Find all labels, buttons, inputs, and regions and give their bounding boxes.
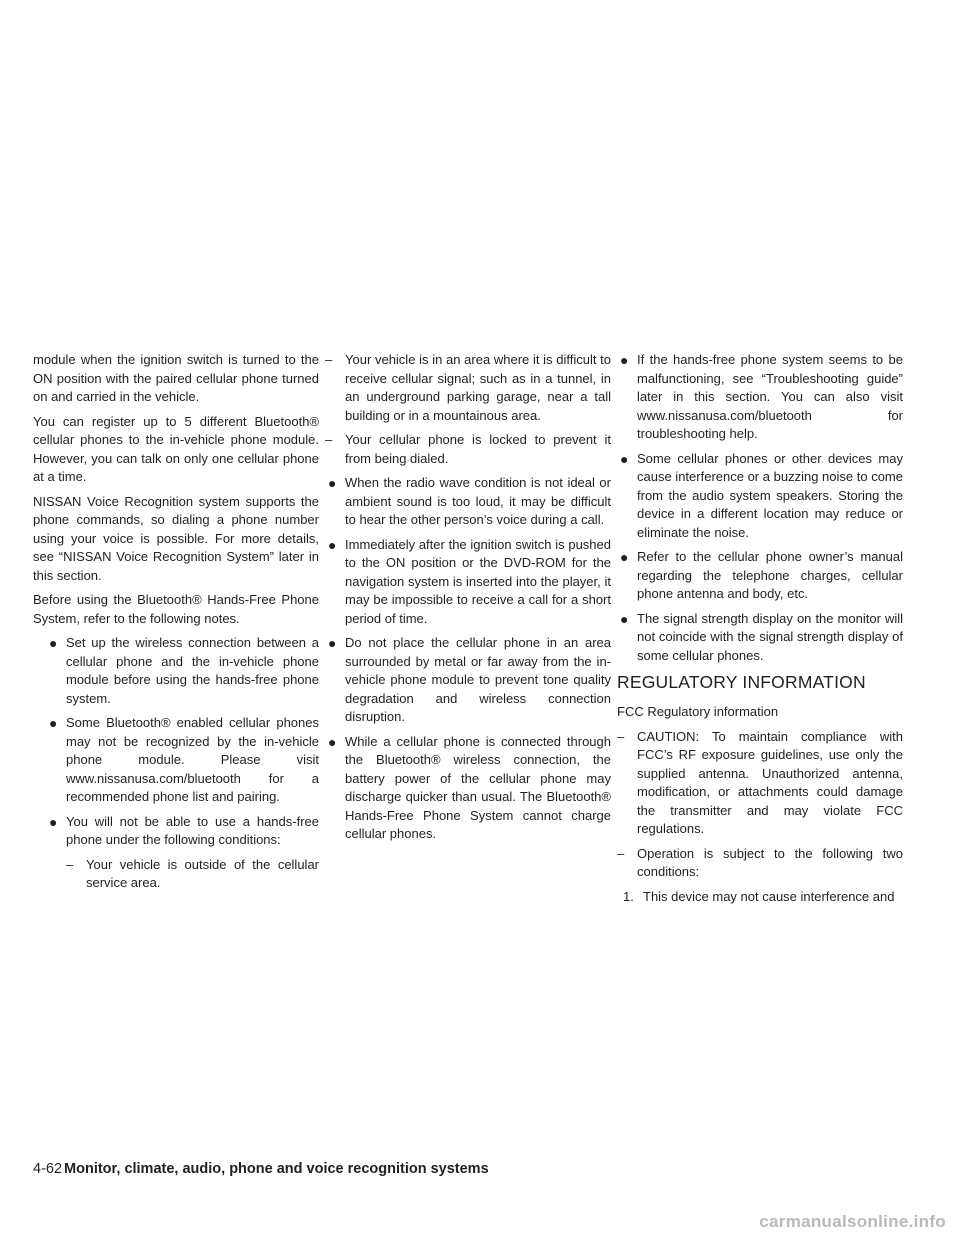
bullet-icon: ● — [620, 352, 629, 368]
bullet-text: Set up the wireless connection between a cellular phone and the in-vehicle phone module before using the hands-free phone system. — [66, 635, 319, 706]
bullet-item — [617, 610, 903, 666]
column-1 — [33, 351, 319, 899]
dash-marker: – — [325, 432, 333, 447]
bullet-icon: ● — [328, 536, 337, 553]
dash-marker: – — [66, 856, 74, 872]
dash-text: Your vehicle is outside of the cellular service area. — [86, 856, 319, 890]
dash-text: Your vehicle is in an area where it is difficult to receive cellular signal; such as in a tunnel, in an underground parking garage, near a tall building or in a mountainous area. — [345, 352, 611, 423]
bullet-item — [46, 634, 319, 708]
dash-marker: – — [325, 352, 333, 367]
dash-text: CAUTION: To maintain compliance with FCC’s RF exposure guidelines, use only the supplied antenna. Unauthorized antenna, modification, or attachments could damage the transmitter and may violate FCC regulations. — [637, 728, 903, 836]
dash-item — [617, 728, 903, 839]
dash-marker: – — [617, 845, 625, 861]
dash-text: Your cellular phone is locked to prevent it from being dialed. — [345, 432, 611, 466]
bullet-text: When the radio wave condition is not ideal or ambient sound is too loud, it may be difficult to hear the other person’s voice during a call. — [345, 475, 611, 527]
numbered-text: This device may not cause interference and — [643, 888, 895, 904]
dash-item — [66, 856, 319, 893]
bullet-icon: ● — [328, 733, 337, 750]
bullet-icon: ● — [620, 549, 629, 565]
bullet-icon: ● — [49, 635, 58, 651]
bullet-text: Do not place the cellular phone in an area surrounded by metal or far away from the in-vehicle phone module to prevent tone quality degradation and wireless connection disruption. — [345, 635, 611, 724]
subheading: FCC Regulatory information — [617, 704, 779, 719]
column-3 — [617, 351, 903, 912]
column-2 — [325, 351, 611, 850]
bullet-item — [617, 351, 903, 444]
bullet-item — [325, 733, 611, 844]
page-number: 4-62 — [33, 1161, 63, 1177]
bullet-icon: ● — [620, 610, 629, 627]
bullet-item — [46, 813, 319, 850]
bullet-item — [617, 450, 903, 543]
paragraph: Before using the Bluetooth® Hands-Free Phone System, refer to the following notes. — [33, 592, 319, 626]
bullet-text: You will not be able to use a hands-free phone under the following conditions: — [66, 813, 319, 847]
bullet-item — [325, 536, 611, 629]
bullet-text: Refer to the cellular phone owner’s manual regarding the telephone charges, cellular phone antenna and body, etc. — [637, 549, 903, 601]
paragraph: module when the ignition switch is turned to the ON position with the paired cellular phone turned on and carried in the vehicle. — [33, 352, 319, 404]
bullet-icon: ● — [328, 635, 337, 651]
bullet-text: While a cellular phone is connected through the Bluetooth® wireless connection, the battery power of the cellular phone may discharge quicker than usual. The Bluetooth® Hands-Free Phone System cannot charge cellular phones. — [345, 733, 611, 841]
bullet-text: Some cellular phones or other devices may cause interference or a buzzing noise to come from the audio system speakers. Storing the device in a different location may reduce or eliminate the noise. — [637, 450, 903, 540]
bullet-item — [46, 714, 319, 807]
bullet-item — [325, 634, 611, 727]
paragraph: You can register up to 5 different Bluetooth® cellular phones to the in-vehicle phone module. However, you can talk on only one cellular phone at a time. — [33, 413, 319, 484]
dash-item — [617, 845, 903, 882]
watermark-logo: carmanualsonline.info — [759, 1212, 946, 1231]
bullet-text: Some Bluetooth® enabled cellular phones may not be recognized by the in-vehicle phone module. Please visit www.nissanusa.com/bluetooth for a recommended phone list and pairing. — [66, 715, 319, 804]
bullet-text: If the hands-free phone system seems to be malfunctioning, see “Troubleshooting guide” later in this section. You can also visit www.nissanusa.com/bluetooth for troubleshooting help. — [637, 352, 903, 441]
bullet-icon: ● — [49, 813, 58, 830]
dash-marker: – — [617, 728, 625, 744]
section-heading: REGULATORY INFORMATION — [617, 672, 866, 692]
section-title: Monitor, climate, audio, phone and voice recognition systems — [64, 1161, 489, 1177]
numbered-item — [617, 888, 903, 907]
dash-item — [325, 351, 611, 425]
bullet-icon: ● — [49, 715, 58, 731]
bullet-icon: ● — [328, 475, 337, 491]
number-marker: 1. — [623, 888, 634, 904]
bullet-icon: ● — [620, 450, 629, 467]
dash-item — [325, 431, 611, 468]
bullet-item — [617, 548, 903, 604]
bullet-text: Immediately after the ignition switch is pushed to the ON position or the DVD-ROM for the navigation system is inserted into the player, it may be impossible to receive a call for a short period of time. — [345, 536, 611, 626]
page-footer — [33, 1160, 489, 1178]
bullet-item — [325, 474, 611, 530]
dash-text: Operation is subject to the following two conditions: — [637, 845, 903, 879]
paragraph: NISSAN Voice Recognition system supports the phone commands, so dialing a phone number using your voice is possible. For more details, see “NISSAN Voice Recognition System” later in this section. — [33, 493, 319, 583]
bullet-text: The signal strength display on the monitor will not coincide with the signal strength display of some cellular phones. — [637, 610, 903, 663]
